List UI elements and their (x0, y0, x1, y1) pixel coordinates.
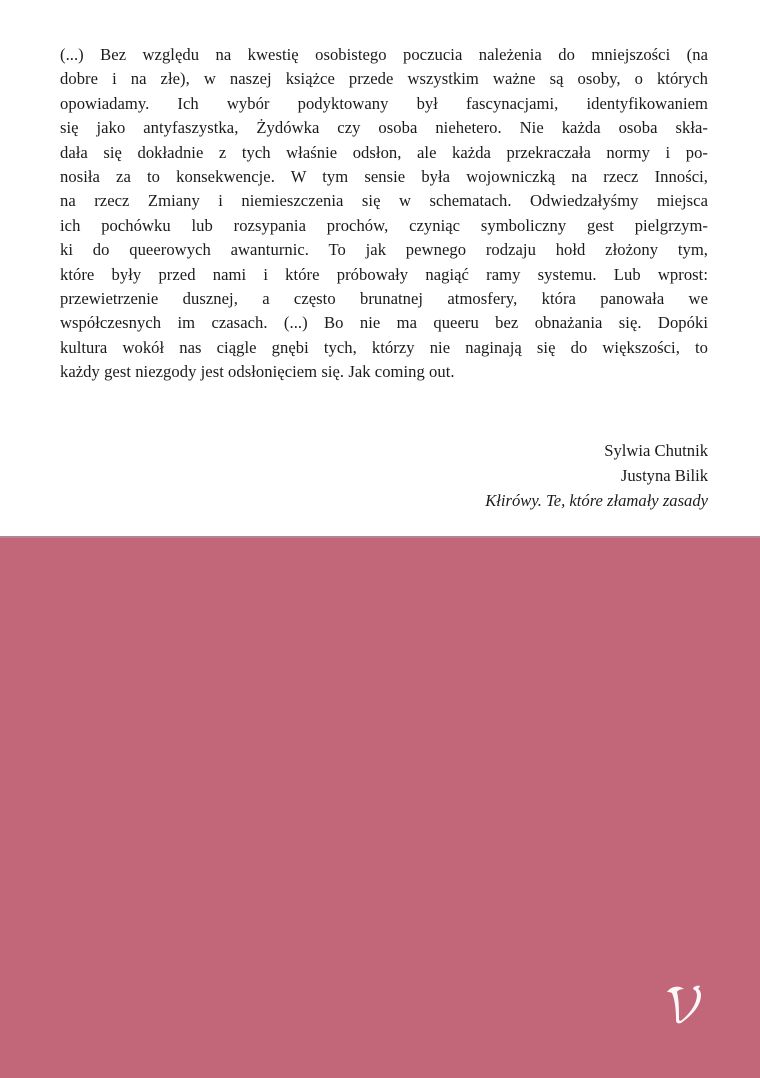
quote-line: każdy gest niezgody jest odsłonięciem się. Jak coming out. (60, 362, 455, 382)
quote-line: współczesnych im czasach. (...) Bo nie ma queeru bez obnażania się. Dopóki (60, 313, 708, 333)
author-name: Justyna Bilik (620, 466, 708, 485)
quote-line: opowiadamy. Ich wybór podyktowany był fascynacjami, identyfikowaniem (60, 93, 708, 113)
quote-line: na rzecz Zmiany i niemieszczenia się w schematach. Odwiedzałyśmy miejsca (60, 191, 708, 211)
publisher-v-logo-icon (663, 980, 709, 1026)
quote-line: nosiła za to konsekwencje. W tym sensie była wojowniczką na rzecz Inności, (60, 166, 708, 186)
quote-line: dała się dokładnie z tych właśnie odsłon, ale każda przekraczała normy i po- (60, 142, 708, 162)
author-name: Sylwia Chutnik (604, 441, 708, 460)
quote-line: ich pochówku lub rozsypania prochów, czyniąc symboliczny gest pielgrzym- (60, 215, 708, 235)
quote-line: dobre i na złe), w naszej książce przede wszystkim ważne są osoby, o których (60, 69, 708, 89)
book-title: Kłirówy. Te, które złamały zasady (485, 491, 708, 510)
color-block (0, 538, 760, 1078)
back-cover-text-area (0, 0, 760, 538)
quote-line: się jako antyfaszystka, Żydówka czy osoba niehetero. Nie każda osoba skła- (60, 118, 708, 138)
quote-line: (...) Bez względu na kwestię osobistego poczucia należenia do mniejszości (na (60, 45, 708, 64)
quote-line: przewietrzenie dusznej, a często brunatnej atmosfery, która panowała we (60, 288, 708, 308)
quote-line: kultura wokół nas ciągle gnębi tych, którzy nie naginają się do większości, to (60, 337, 708, 357)
quote-line: ki do queerowych awanturnic. To jak pewnego rodzaju hołd złożony tym, (60, 240, 708, 260)
quote-line: które były przed nami i które próbowały nagiąć ramy systemu. Lub wprost: (60, 264, 708, 284)
blurb-quote (60, 43, 708, 384)
attribution (485, 438, 708, 513)
